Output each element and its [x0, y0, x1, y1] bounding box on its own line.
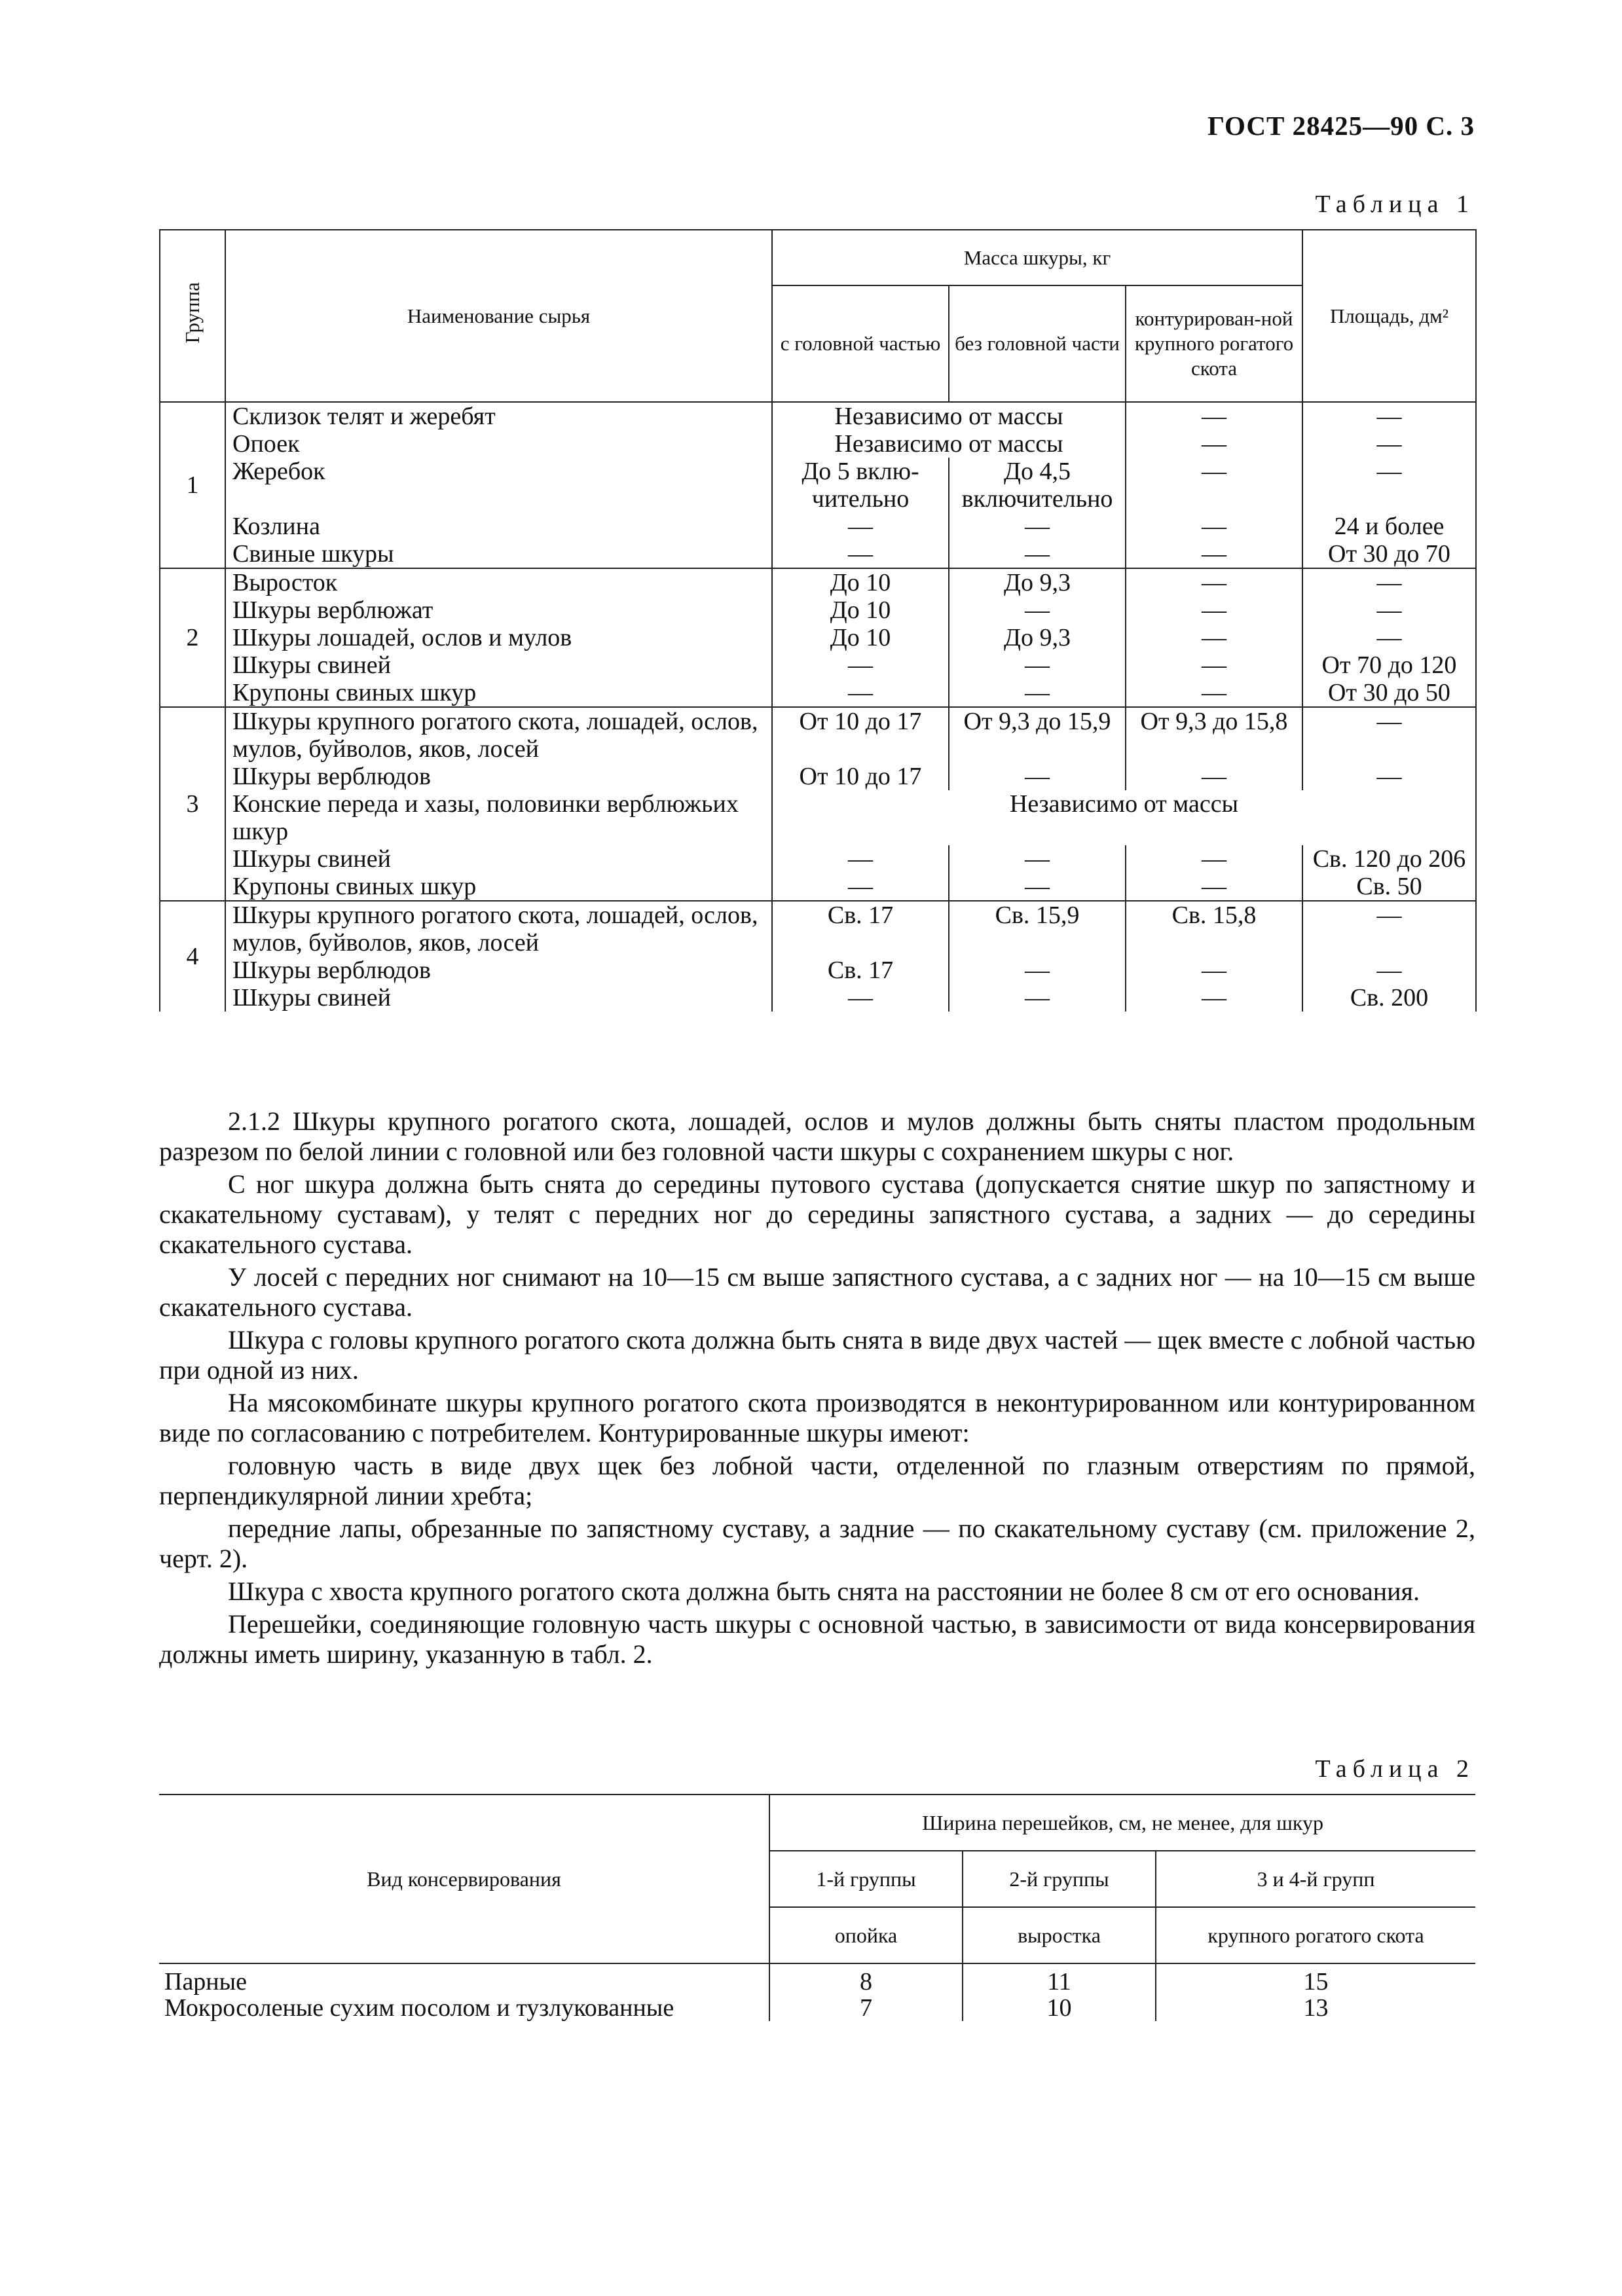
area-value: — [1302, 568, 1476, 596]
table1-caption: Таблица 1 [1315, 191, 1475, 218]
mass-with-head: — [772, 540, 949, 568]
area-value: От 30 до 70 [1302, 540, 1476, 568]
mass-contoured: От 9,3 до 15,8 [1126, 707, 1302, 763]
mass-contoured: — [1126, 624, 1302, 651]
col-without-head-header: без головной части [949, 285, 1126, 402]
mass-without-head: — [949, 651, 1126, 679]
mass-with-head: — [772, 513, 949, 540]
table1-body [160, 402, 1476, 1011]
mass-without-head: — [949, 540, 1126, 568]
mass-with-head: От 10 до 17 [772, 763, 949, 790]
paragraph: 2.1.2 Шкуры крупного рогатого скота, лошадей, ослов и мулов должны быть сняты пластом продольным разрезом по белой линии с головной или без головной части шкуры с сохранением шкуры с ног. [159, 1106, 1475, 1166]
mass-without-head: — [949, 957, 1126, 984]
mass-without-head: — [949, 845, 1126, 873]
mass-contoured: — [1126, 568, 1302, 596]
mass-with-head: До 10 [772, 568, 949, 596]
table-row [160, 790, 1476, 845]
area-value: Св. 120 до 206 [1302, 845, 1476, 873]
mass-contoured: — [1126, 513, 1302, 540]
table-row [160, 901, 1476, 957]
body-text [159, 1106, 1475, 1672]
area-value: — [1302, 624, 1476, 651]
area-value: — [1302, 957, 1476, 984]
group-number: 2 [160, 568, 225, 707]
col-mass-header: Масса шкуры, кг [772, 230, 1302, 285]
col-g34-sub: крупного рогатого скота [1156, 1907, 1475, 1963]
col-g2-sub: выростка [963, 1907, 1156, 1963]
raw-material-name: Свиные шкуры [225, 540, 772, 568]
table-row [160, 568, 1476, 596]
table-row [160, 540, 1476, 568]
raw-material-name: Шкуры свиней [225, 845, 772, 873]
mass-contoured: Св. 15,8 [1126, 901, 1302, 957]
row-g2: 11 [963, 1963, 1156, 1995]
table-row [160, 873, 1476, 901]
table-row [160, 513, 1476, 540]
table-row [160, 624, 1476, 651]
table-row [160, 679, 1476, 707]
mass-contoured: — [1126, 540, 1302, 568]
mass-any: Независимо от массы [772, 402, 1126, 430]
mass-with-head: — [772, 679, 949, 707]
mass-with-head: Св. 17 [772, 957, 949, 984]
mass-with-head: До 10 [772, 624, 949, 651]
mass-contoured: — [1126, 957, 1302, 984]
raw-material-name: Склизок телят и жеребят [225, 402, 772, 430]
col-kind-header: Вид консервирования [159, 1795, 769, 1963]
row-g1: 7 [769, 1995, 963, 2021]
mass-contoured: — [1126, 763, 1302, 790]
table-row [160, 596, 1476, 624]
table-row [160, 957, 1476, 984]
col-with-head-header: с головной частью [772, 285, 949, 402]
raw-material-name: Выросток [225, 568, 772, 596]
mass-contoured: — [1126, 984, 1302, 1011]
group-number: 3 [160, 707, 225, 901]
col-area-header: Площадь, дм² [1302, 230, 1476, 402]
paragraph: На мясокомбинате шкуры крупного рогатого скота производятся в неконтурированном или контурированном виде по согласованию с потребителем. Контурированные шкуры имеют: [159, 1388, 1475, 1448]
area-value: 24 и более [1302, 513, 1476, 540]
mass-without-head: — [949, 596, 1126, 624]
row-kind: Парные [159, 1963, 769, 1995]
area-value: Св. 50 [1302, 873, 1476, 901]
raw-material-name: Шкуры лошадей, ослов и мулов [225, 624, 772, 651]
mass-without-head: До 9,3 [949, 568, 1126, 596]
area-value: — [1302, 901, 1476, 957]
row-g1: 8 [769, 1963, 963, 1995]
area-value: От 70 до 120 [1302, 651, 1476, 679]
page-header: ГОСТ 28425—90 С. 3 [1207, 111, 1475, 141]
mass-with-head: Св. 17 [772, 901, 949, 957]
col-g34-header: 3 и 4-й групп [1156, 1851, 1475, 1907]
mass-any: Независимо от массы [772, 790, 1476, 845]
mass-without-head: — [949, 513, 1126, 540]
row-g34: 15 [1156, 1963, 1475, 1995]
table-row [160, 984, 1476, 1011]
paragraph: Шкура с головы крупного рогатого скота должна быть снята в виде двух частей — щек вместе с лобной частью при одной из них. [159, 1325, 1475, 1385]
mass-with-head: До 10 [772, 596, 949, 624]
mass-contoured: — [1126, 402, 1302, 430]
raw-material-name: Крупоны свиных шкур [225, 679, 772, 707]
mass-contoured: — [1126, 458, 1302, 513]
mass-without-head: Св. 15,9 [949, 901, 1126, 957]
table-row [159, 1963, 1475, 1995]
paragraph: С ног шкура должна быть снята до середины путового сустава (допускается снятие шкур по запястному и скакательному суставам), у телят с передних ног до середины запястного сустава, а задних — до середины скакательного сустава. [159, 1169, 1475, 1259]
table1 [159, 229, 1477, 1011]
raw-material-name: Козлина [225, 513, 772, 540]
area-value: — [1302, 458, 1476, 513]
mass-with-head: — [772, 845, 949, 873]
area-value: — [1302, 596, 1476, 624]
col-g2-header: 2-й группы [963, 1851, 1156, 1907]
mass-contoured: — [1126, 679, 1302, 707]
mass-with-head: До 5 вклю-чительно [772, 458, 949, 513]
group-number: 4 [160, 901, 225, 1011]
table-row [160, 651, 1476, 679]
area-value: Св. 200 [1302, 984, 1476, 1011]
table-row [160, 458, 1476, 513]
table-row [160, 402, 1476, 430]
table-row [160, 763, 1476, 790]
raw-material-name: Шкуры свиней [225, 984, 772, 1011]
col-group-header: Группа [160, 230, 225, 402]
col-g1-header: 1-й группы [769, 1851, 963, 1907]
table2 [159, 1794, 1475, 2021]
mass-with-head: От 10 до 17 [772, 707, 949, 763]
table-row [160, 845, 1476, 873]
paragraph: Перешейки, соединяющие головную часть шкуры с основной частью, в зависимости от вида консервирования должны иметь ширину, указанную в табл. 2. [159, 1609, 1475, 1669]
mass-contoured: — [1126, 873, 1302, 901]
mass-without-head: — [949, 763, 1126, 790]
mass-contoured: — [1126, 430, 1302, 458]
mass-without-head: До 9,3 [949, 624, 1126, 651]
col-width-header: Ширина перешейков, см, не менее, для шкур [769, 1795, 1475, 1851]
table-row [160, 707, 1476, 763]
group-number: 1 [160, 402, 225, 568]
col-name-header: Наименование сырья [225, 230, 772, 402]
mass-with-head: — [772, 651, 949, 679]
raw-material-name: Шкуры верблюдов [225, 957, 772, 984]
col-g1-sub: опойка [769, 1907, 963, 1963]
mass-without-head: — [949, 679, 1126, 707]
raw-material-name: Жеребок [225, 458, 772, 513]
raw-material-name: Шкуры верблюжат [225, 596, 772, 624]
table2-caption: Таблица 2 [1315, 1755, 1475, 1783]
col-contoured-header: контурирован-ной крупного рогатого скота [1126, 285, 1302, 402]
mass-contoured: — [1126, 651, 1302, 679]
row-g34: 13 [1156, 1995, 1475, 2021]
paragraph: У лосей с передних ног снимают на 10—15 см выше запястного сустава, а с задних ног — на 10—15 см выше скакательного сустава. [159, 1262, 1475, 1322]
row-kind: Мокросоленые сухим посолом и тузлукованные [159, 1995, 769, 2021]
row-g2: 10 [963, 1995, 1156, 2021]
mass-without-head: До 4,5 включительно [949, 458, 1126, 513]
area-value: — [1302, 707, 1476, 763]
paragraph: головную часть в виде двух щек без лобной части, отделенной по глазным отверстиям по прямой, перпендикулярной линии хребта; [159, 1451, 1475, 1510]
raw-material-name: Шкуры крупного рогатого скота, лошадей, ослов, мулов, буйволов, яков, лосей [225, 901, 772, 957]
mass-contoured: — [1126, 596, 1302, 624]
area-value: От 30 до 50 [1302, 679, 1476, 707]
paragraph: Шкура с хвоста крупного рогатого скота должна быть снята на расстоянии не более 8 см от его основания. [228, 1576, 1420, 1606]
table-row [160, 430, 1476, 458]
area-value: — [1302, 430, 1476, 458]
raw-material-name: Шкуры крупного рогатого скота, лошадей, ослов, мулов, буйволов, яков, лосей [225, 707, 772, 763]
area-value: — [1302, 763, 1476, 790]
mass-without-head: — [949, 984, 1126, 1011]
raw-material-name: Опоек [225, 430, 772, 458]
area-value: — [1302, 402, 1476, 430]
raw-material-name: Шкуры свиней [225, 651, 772, 679]
raw-material-name: Конские переда и хазы, половинки верблюжьих шкур [225, 790, 772, 845]
mass-contoured: — [1126, 845, 1302, 873]
mass-without-head: От 9,3 до 15,9 [949, 707, 1126, 763]
mass-with-head: — [772, 984, 949, 1011]
paragraph: передние лапы, обрезанные по запястному суставу, а задние — по скакательному суставу (см. приложение 2, черт. 2). [159, 1514, 1475, 1573]
mass-any: Независимо от массы [772, 430, 1126, 458]
mass-with-head: — [772, 873, 949, 901]
mass-without-head: — [949, 873, 1126, 901]
raw-material-name: Крупоны свиных шкур [225, 873, 772, 901]
table-row [159, 1995, 1475, 2021]
raw-material-name: Шкуры верблюдов [225, 763, 772, 790]
